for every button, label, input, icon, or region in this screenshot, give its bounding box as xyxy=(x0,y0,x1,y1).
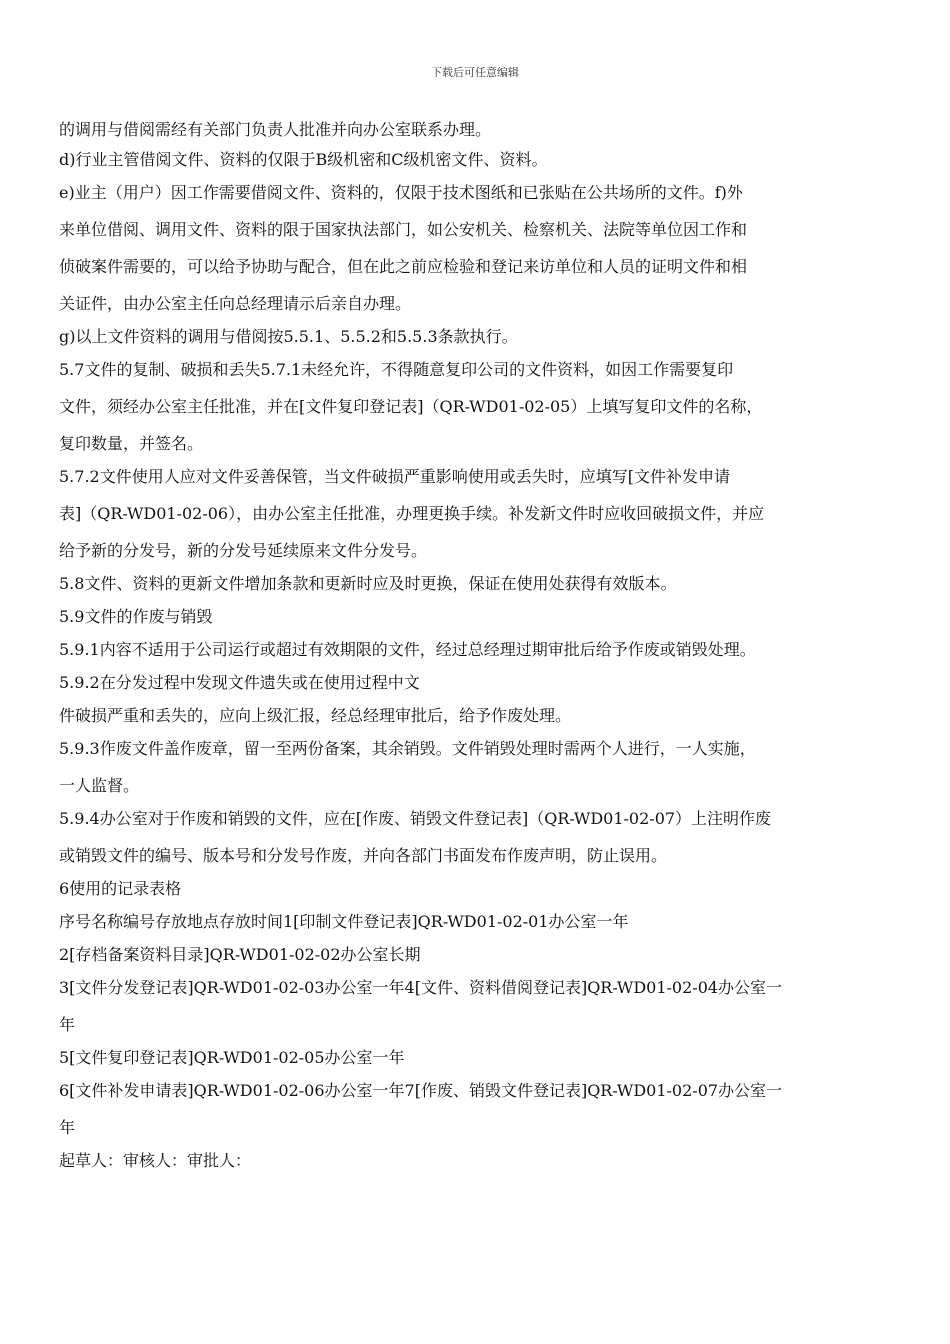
text-line: 给予新的分发号，新的分发号延续原来文件分发号。 xyxy=(59,541,428,560)
text-line: 侦破案件需要的，可以给予协助与配合，但在此之前应检验和登记来访单位和人员的证明文件和相 xyxy=(59,257,748,276)
text-line: 5.7文件的复制、破损和丢失5.7.1未经允许，不得随意复印公司的文件资料，如因工作需要复印 xyxy=(59,360,734,379)
text-line: 序号名称编号存放地点存放时间1[印制文件登记表]QR-WD01-02-01办公室一年 xyxy=(59,912,629,931)
text-line: e)业主（用户）因工作需要借阅文件、资料的，仅限于技术图纸和已张贴在公共场所的文件。f)外 xyxy=(59,183,743,202)
text-line: 5.8文件、资料的更新文件增加条款和更新时应及时更换，保证在使用处获得有效版本。 xyxy=(59,574,677,593)
text-line: 表]（QR-WD01-02-06），由办公室主任批准，办理更换手续。补发新文件时应收回破损文件，并应 xyxy=(59,504,765,523)
signature-line: 起草人：审核人：审批人： xyxy=(59,1151,252,1170)
text-line: 复印数量，并签名。 xyxy=(59,434,204,453)
text-line: d)行业主管借阅文件、资料的仅限于B级机密和C级机密文件、资料。 xyxy=(59,150,548,169)
text-line: 5.9.1内容不适用于公司运行或超过有效期限的文件，经过总经理过期审批后给予作废或销毁处理。 xyxy=(59,640,756,659)
text-line: 年 xyxy=(59,1118,76,1137)
text-line: 或销毁文件的编号、版本号和分发号作废，并向各部门书面发布作废声明，防止误用。 xyxy=(59,846,668,865)
text-line: 年 xyxy=(59,1015,76,1034)
text-line: 3[文件分发登记表]QR-WD01-02-03办公室一年4[文件、资料借阅登记表]QR-WD01-02-04办公室一 xyxy=(59,978,783,997)
text-line: 5.9.2在分发过程中发现文件遗失或在使用过程中文 xyxy=(59,673,420,692)
text-line: 一人监督。 xyxy=(59,776,140,795)
text-line: 6[文件补发申请表]QR-WD01-02-06办公室一年7[作废、销毁文件登记表]QR-WD01-02-07办公室一 xyxy=(59,1081,783,1100)
text-line: 5.9.3作废文件盖作废章，留一至两份备案，其余销毁。文件销毁处理时需两个人进行，一人实施， xyxy=(59,739,756,758)
text-line: g)以上文件资料的调用与借阅按5.5.1、5.5.2和5.5.3条款执行。 xyxy=(59,327,518,346)
page-header-note: 下载后可任意编辑 xyxy=(431,66,519,79)
text-line: 2[存档备案资料目录]QR-WD01-02-02办公室长期 xyxy=(59,945,421,964)
section-heading: 6使用的记录表格 xyxy=(59,879,182,898)
text-line: 5[文件复印登记表]QR-WD01-02-05办公室一年 xyxy=(59,1048,405,1067)
document-body xyxy=(59,120,891,1171)
text-line: 5.9文件的作废与销毁 xyxy=(59,607,213,626)
text-line: 5.9.4办公室对于作废和销毁的文件，应在[作废、销毁文件登记表]（QR-WD01-02-07）上注明作废 xyxy=(59,809,772,828)
text-line: 5.7.2文件使用人应对文件妥善保管，当文件破损严重影响使用或丢失时，应填写[文件补发申请 xyxy=(59,467,730,486)
text-line: 关证件，由办公室主任向总经理请示后亲自办理。 xyxy=(59,294,412,313)
text-line: 文件，须经办公室主任批准，并在[文件复印登记表]（QR-WD01-02-05）上填写复印文件的名称， xyxy=(59,397,763,416)
text-line: 件破损严重和丢失的，应向上级汇报，经总经理审批后，给予作废处理。 xyxy=(59,706,572,725)
text-line: 的调用与借阅需经有关部门负责人批准并向办公室联系办理。 xyxy=(59,120,492,139)
text-line: 来单位借阅、调用文件、资料的限于国家执法部门，如公安机关、检察机关、法院等单位因工作和 xyxy=(59,220,748,239)
